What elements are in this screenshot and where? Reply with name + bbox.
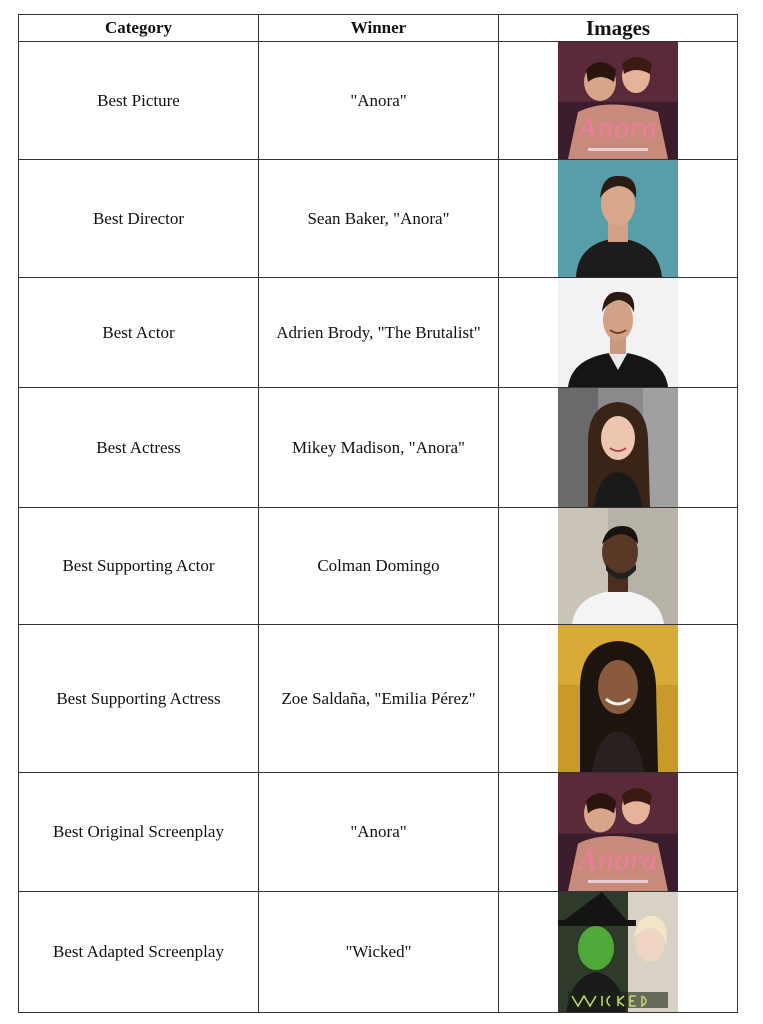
category-cell: Best Director <box>19 160 259 278</box>
category-cell: Best Actor <box>19 278 259 388</box>
winner-cell: Mikey Madison, "Anora" <box>259 388 499 508</box>
colman-domingo-photo <box>558 508 678 624</box>
winner-cell: Zoe Saldaña, "Emilia Pérez" <box>259 625 499 773</box>
table-row <box>19 892 738 1013</box>
image-cell <box>499 160 738 278</box>
wicked-poster-image <box>558 892 678 1012</box>
table-header-row <box>19 15 738 42</box>
anora-poster-image <box>558 42 678 159</box>
winner-cell: Adrien Brody, "The Brutalist" <box>259 278 499 388</box>
svg-text:Anora: Anora <box>578 845 658 876</box>
mikey-madison-photo <box>558 388 678 507</box>
table-row <box>19 625 738 773</box>
image-cell <box>499 625 738 773</box>
header-images: Images <box>499 15 738 42</box>
sean-baker-photo <box>558 160 678 277</box>
category-cell: Best Supporting Actor <box>19 508 259 625</box>
winner-cell: "Anora" <box>259 773 499 892</box>
image-cell <box>499 388 738 508</box>
table-row <box>19 160 738 278</box>
zoe-saldana-photo <box>558 625 678 772</box>
table-row <box>19 278 738 388</box>
winner-cell: "Anora" <box>259 42 499 160</box>
category-cell: Best Supporting Actress <box>19 625 259 773</box>
winner-cell: Colman Domingo <box>259 508 499 625</box>
table-row <box>19 388 738 508</box>
image-cell <box>499 278 738 388</box>
adrien-brody-photo <box>558 278 678 387</box>
category-cell: Best Picture <box>19 42 259 160</box>
winner-cell: Sean Baker, "Anora" <box>259 160 499 278</box>
category-cell: Best Actress <box>19 388 259 508</box>
table-row <box>19 42 738 160</box>
image-cell <box>499 892 738 1013</box>
table-row <box>19 508 738 625</box>
table-row <box>19 773 738 892</box>
svg-text:Anora: Anora <box>578 114 658 144</box>
header-category: Category <box>19 15 259 42</box>
image-cell <box>499 508 738 625</box>
anora-poster-image <box>558 773 678 891</box>
category-cell: Best Adapted Screenplay <box>19 892 259 1013</box>
winners-table <box>18 14 738 1013</box>
image-cell <box>499 773 738 892</box>
category-cell: Best Original Screenplay <box>19 773 259 892</box>
image-cell <box>499 42 738 160</box>
winner-cell: "Wicked" <box>259 892 499 1013</box>
header-winner: Winner <box>259 15 499 42</box>
